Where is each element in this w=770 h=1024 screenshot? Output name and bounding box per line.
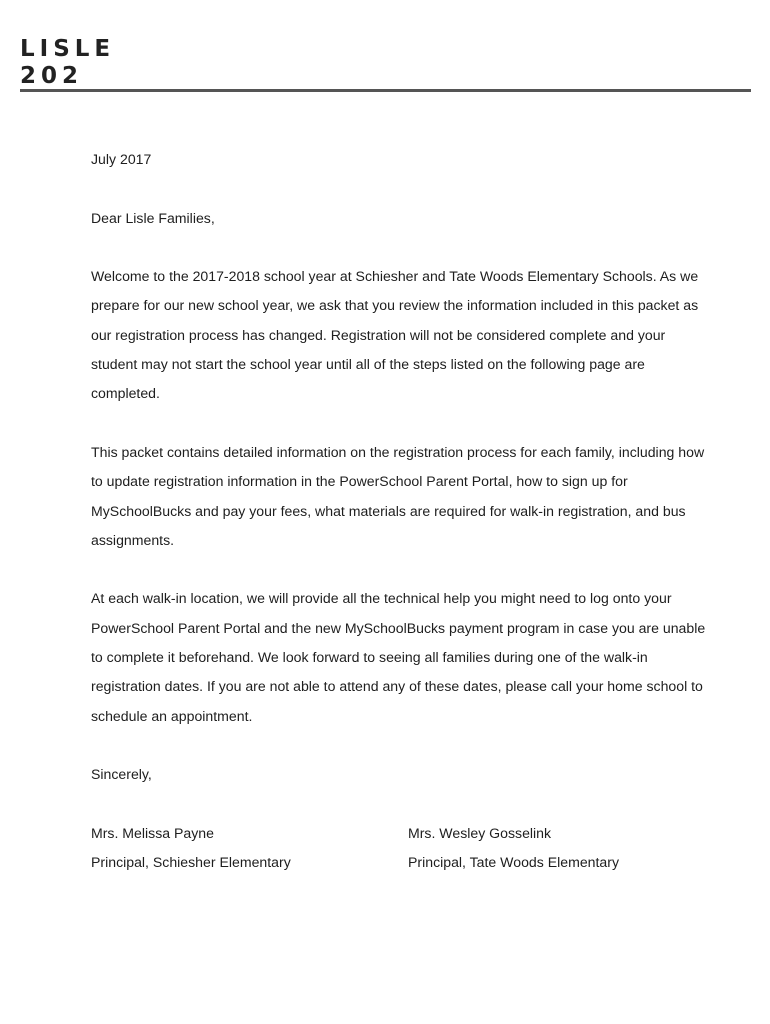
signature-tate-woods xyxy=(408,819,619,878)
letter-paragraph: This packet contains detailed information on the registration process for each family, including how to update registration information in the PowerSchool Parent Portal, how to sign up for MySchoolBucks and pay your fees, what materials are required for walk-in registration, and bus assignments. xyxy=(91,443,705,548)
letter-date: July 2017 xyxy=(91,151,152,167)
signer-title: Principal, Tate Woods Elementary xyxy=(408,854,619,871)
signer-name: Mrs. Wesley Gosselink xyxy=(408,824,552,841)
letter-closing: Sincerely, xyxy=(91,766,152,783)
signer-title: Principal, Schiesher Elementary xyxy=(91,854,291,871)
logo-line-1: LISLE xyxy=(20,36,116,62)
signer-name: Mrs. Melissa Payne xyxy=(91,824,214,841)
signature-block xyxy=(91,819,711,879)
letter-paragraph: Welcome to the 2017-2018 school year at Schiesher and Tate Woods Elementary Schools. As we prepare for our new school year, we ask that you review the information included in this packet as our registration process has changed. Registration will not be considered complete and your student may not start the school year until all of the steps listed on the following page are completed. xyxy=(91,268,699,402)
letter-paragraph: At each walk-in location, we will provide all the technical help you might need to log onto your PowerSchool Parent Portal and the new MySchoolBucks payment program in case you are unable to complete it beforehand. We look forward to seeing all families during one of the walk-in registration dates. If you are not able to attend any of these dates, please call your home school to schedule an appointment. xyxy=(91,590,706,724)
logo-line-2: 202 xyxy=(20,63,84,89)
letter-body xyxy=(91,145,711,879)
letter-salutation: Dear Lisle Families, xyxy=(91,209,215,226)
signature-schiesher xyxy=(91,819,291,878)
header-divider xyxy=(20,89,751,92)
district-logo xyxy=(20,36,115,90)
